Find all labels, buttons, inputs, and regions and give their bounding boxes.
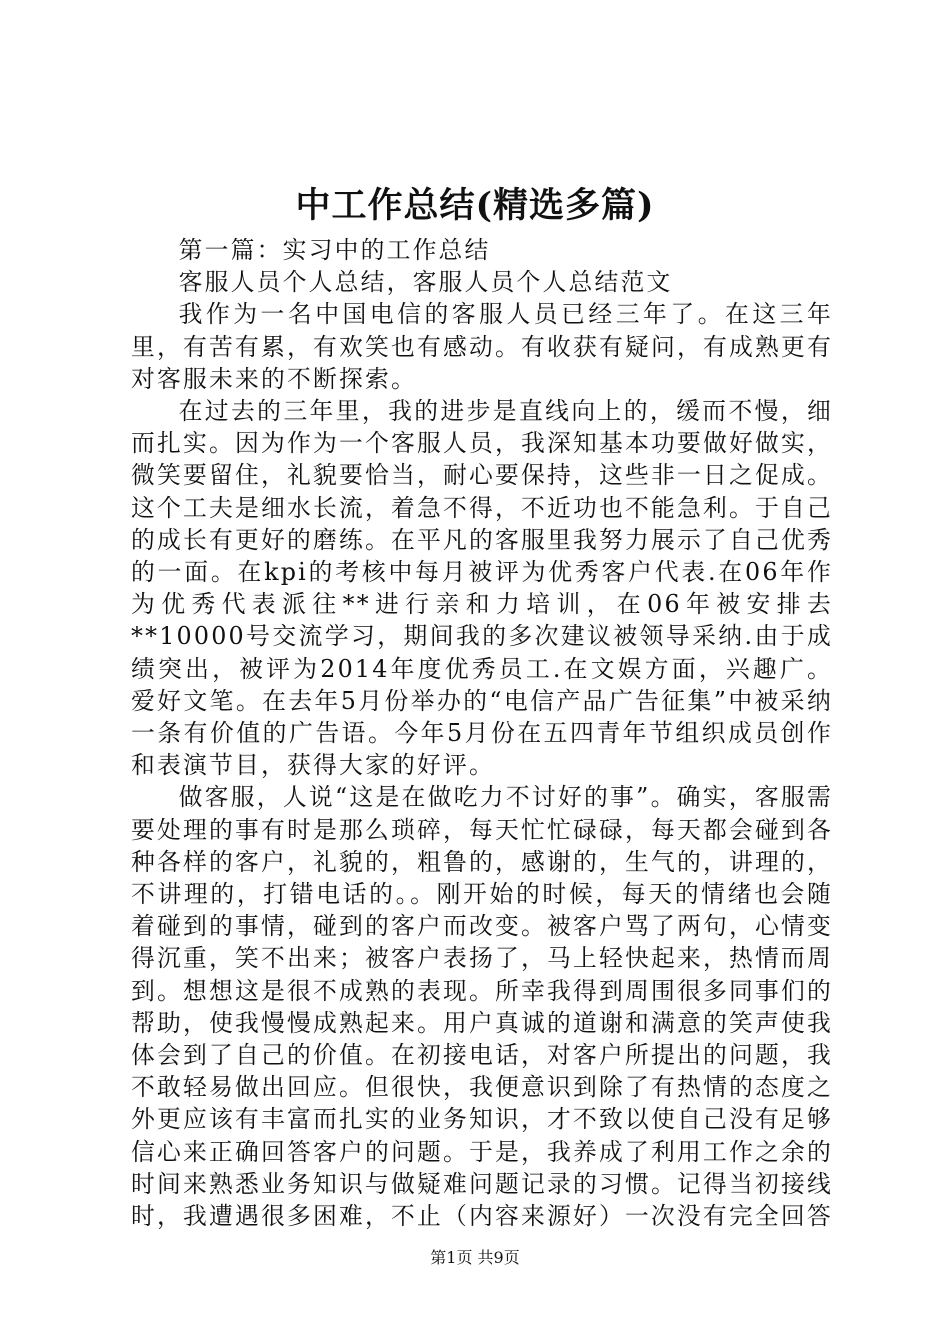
article-subtitle: 客服人员个人总结，客服人员个人总结范文 <box>178 268 673 297</box>
document-title: 中工作总结(精选多篇) <box>295 185 655 226</box>
document-body <box>131 234 833 1232</box>
body-paragraph: 做客服，人说“这是在做吃力不讨好的事”。确实，客服需要处理的事有时是那么琐碎，每天忙忙碌碌，每天都会碰到各种各样的客户，礼貌的，粗鲁的，感谢的，生气的，讲理的，不讲理的，打错电话的。。刚开始的时候，每天的情绪也会随着碰到的事情，碰到的客户而改变。被客户骂了两句，心情变得沉重，笑不出来；被客户表扬了，马上轻快起来，热情而周到。想想这是很不成熟的表现。所幸我得到周围很多同事们的帮助，使我慢慢成熟起来。用户真诚的道谢和满意的笑声使我体会到了自己的价值。在初接电话，对客户所提出的问题，我不敢轻易做出回应。但很快，我便意识到除了有热情的态度之外更应该有丰富而扎实的业务知识，才不致以使自己没有足够信心来正确回答客户的问题。于是，我养成了利用工作之余的时间来熟悉业务知识与做疑难问题记录的习惯。记得当初接线时，我遭遇很多困难，不止（内容来源好）一次没有完全回答 <box>131 783 833 1231</box>
body-paragraph: 我作为一名中国电信的客服人员已经三年了。在这三年里，有苦有累，有欢笑也有感动。有收获有疑问，有成熟更有对客服未来的不断探索。 <box>131 300 833 393</box>
body-paragraph: 在过去的三年里，我的进步是直线向上的，缓而不慢，细而扎实。因为作为一个客服人员，我深知基本功要做好做实，微笑要留住，礼貌要恰当，耐心要保持，这些非一日之促成。这个工夫是细水长流，着急不得，不近功也不能急利。于自己的成长有更好的磨练。在平凡的客服里我努力展示了自己优秀的一面。在kpi的考核中每月被评为优秀客户代表.在06年作为优秀代表派往**进行亲和力培训，在06年被安排去**10000号交流学习，期间我的多次建议被领导采纳.由于成绩突出，被评为2014年度优秀员工.在文娱方面，兴趣广。爱好文笔。在去年5月份举办的“电信产品广告征集”中被采纳一条有价值的广告语。今年5月份在五四青年节组织成员创作和表演节目，获得大家的好评。 <box>131 397 833 780</box>
section-heading: 第一篇：实习中的工作总结 <box>178 236 491 264</box>
page-footer: 第1页 共9页 <box>430 1248 520 1267</box>
